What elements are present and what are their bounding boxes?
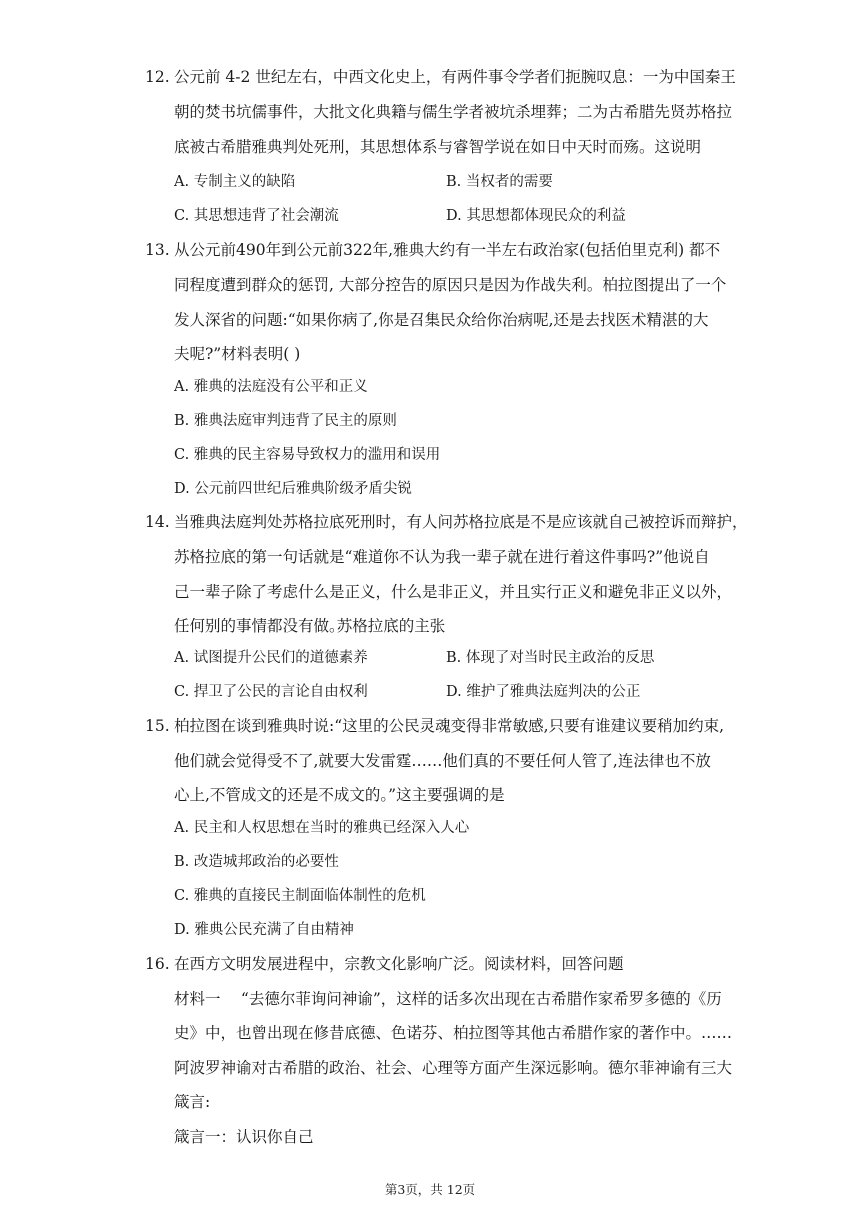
question-text-line: 底被古希腊雅典判处死刑，其思想体系与睿智学说在如日中天时而殇。这说明 [174, 138, 702, 156]
question-text-line: 苏格拉底的第一句话就是“难道你不认为我一辈子就在进行着这件事吗?”他说自 [174, 548, 710, 566]
option-b: B. 当权者的需要 [446, 174, 553, 190]
option-a: A. 试图提升公民们的道德素养 [174, 650, 368, 666]
option-a: A. 专制主义的缺陷 [174, 174, 296, 190]
question-text-line: 他们就会觉得受不了,就要大发雷霆……他们真的不要任何人管了,连法律也不放 [174, 752, 711, 770]
option-b: B. 雅典法庭审判违背了民主的原则 [174, 413, 397, 429]
option-a: A. 民主和人权思想在当时的雅典已经深入人心 [174, 820, 470, 836]
option-c: C. 捍卫了公民的言论自由权利 [174, 684, 368, 700]
question-number: 12. [145, 68, 170, 86]
question-text-line: 己一辈子除了考虑什么是正义，什么是非正义，并且实行正义和避免非正义以外， [174, 583, 733, 601]
option-d: D. 其思想都体现民众的利益 [446, 208, 626, 224]
question-text-line: 柏拉图在谈到雅典时说:“这里的公民灵魂变得非常敏感,只要有谁建议要稍加约束, [174, 717, 725, 735]
question-text-line: 从公元前490年到公元前322年,雅典大约有一半左右政治家(包括伯里克利) 都不 [174, 241, 721, 259]
option-c: C. 其思想违背了社会潮流 [174, 208, 339, 224]
question-number: 14. [145, 513, 170, 531]
question-text-line: 同程度遭到群众的惩罚, 大部分控告的原因只是因为作战失利。柏拉图提出了一个 [174, 276, 727, 294]
question-text-line: 任何别的事情都没有做｡苏格拉底的主张 [174, 617, 446, 635]
option-b: B. 改造城邦政治的必要性 [174, 854, 339, 870]
option-d: D. 雅典公民充满了自由精神 [174, 922, 354, 938]
maxim-line: 箴言一：认识你自己 [174, 1128, 314, 1146]
question-text-line: 发人深省的问题:“如果你病了,你是召集民众给你治病呢,还是去找医术精湛的大 [174, 311, 709, 329]
question-text-line: 当雅典法庭判处苏格拉底死刑时，有人问苏格拉底是不是应该就自己被控诉而辩护， [174, 513, 748, 531]
question-text-line: 心上,不管成文的还是不成文的。”这主要强调的是 [174, 786, 505, 804]
option-c: C. 雅典的民主容易导致权力的滥用和误用 [174, 447, 441, 463]
material-line: 箴言: [174, 1093, 211, 1111]
material-line: 材料一 “去德尔菲询问神谕”，这样的话多次出现在古希腊作家希罗多德的《历 [174, 990, 722, 1008]
question-text-line: 夫呢?”材料表明( ) [174, 345, 301, 363]
option-b: B. 体现了对当时民主政治的反思 [446, 650, 655, 666]
option-c: C. 雅典的直接民主制面临体制性的危机 [174, 888, 426, 904]
material-line: 史》中，也曾出现在修昔底德、色诺芬、柏拉图等其他古希腊作家的著作中。…… [174, 1024, 733, 1042]
question-text-line: 公元前 4-2 世纪左右，中西文化史上，有两件事令学者们扼腕叹息：一为中国秦王 [174, 68, 736, 86]
question-number: 15. [145, 717, 170, 735]
material-line: 阿波罗神谕对古希腊的政治、社会、心理等方面产生深远影响。德尔菲神谕有三大 [174, 1059, 733, 1077]
question-text-line: 在西方文明发展进程中，宗教文化影响广泛。阅读材料，回答问题 [174, 955, 624, 973]
question-text-line: 朝的焚书坑儒事件，大批文化典籍与儒生学者被坑杀埋葬；二为古希腊先贤苏格拉 [174, 103, 733, 121]
question-number: 16. [145, 955, 170, 973]
question-number: 13. [145, 241, 170, 259]
page-footer: 第3页，共 12页 [384, 1182, 476, 1197]
option-d: D. 公元前四世纪后雅典阶级矛盾尖锐 [174, 481, 412, 497]
option-a: A. 雅典的法庭没有公平和正义 [174, 379, 368, 395]
option-d: D. 维护了雅典法庭判决的公正 [446, 684, 641, 700]
